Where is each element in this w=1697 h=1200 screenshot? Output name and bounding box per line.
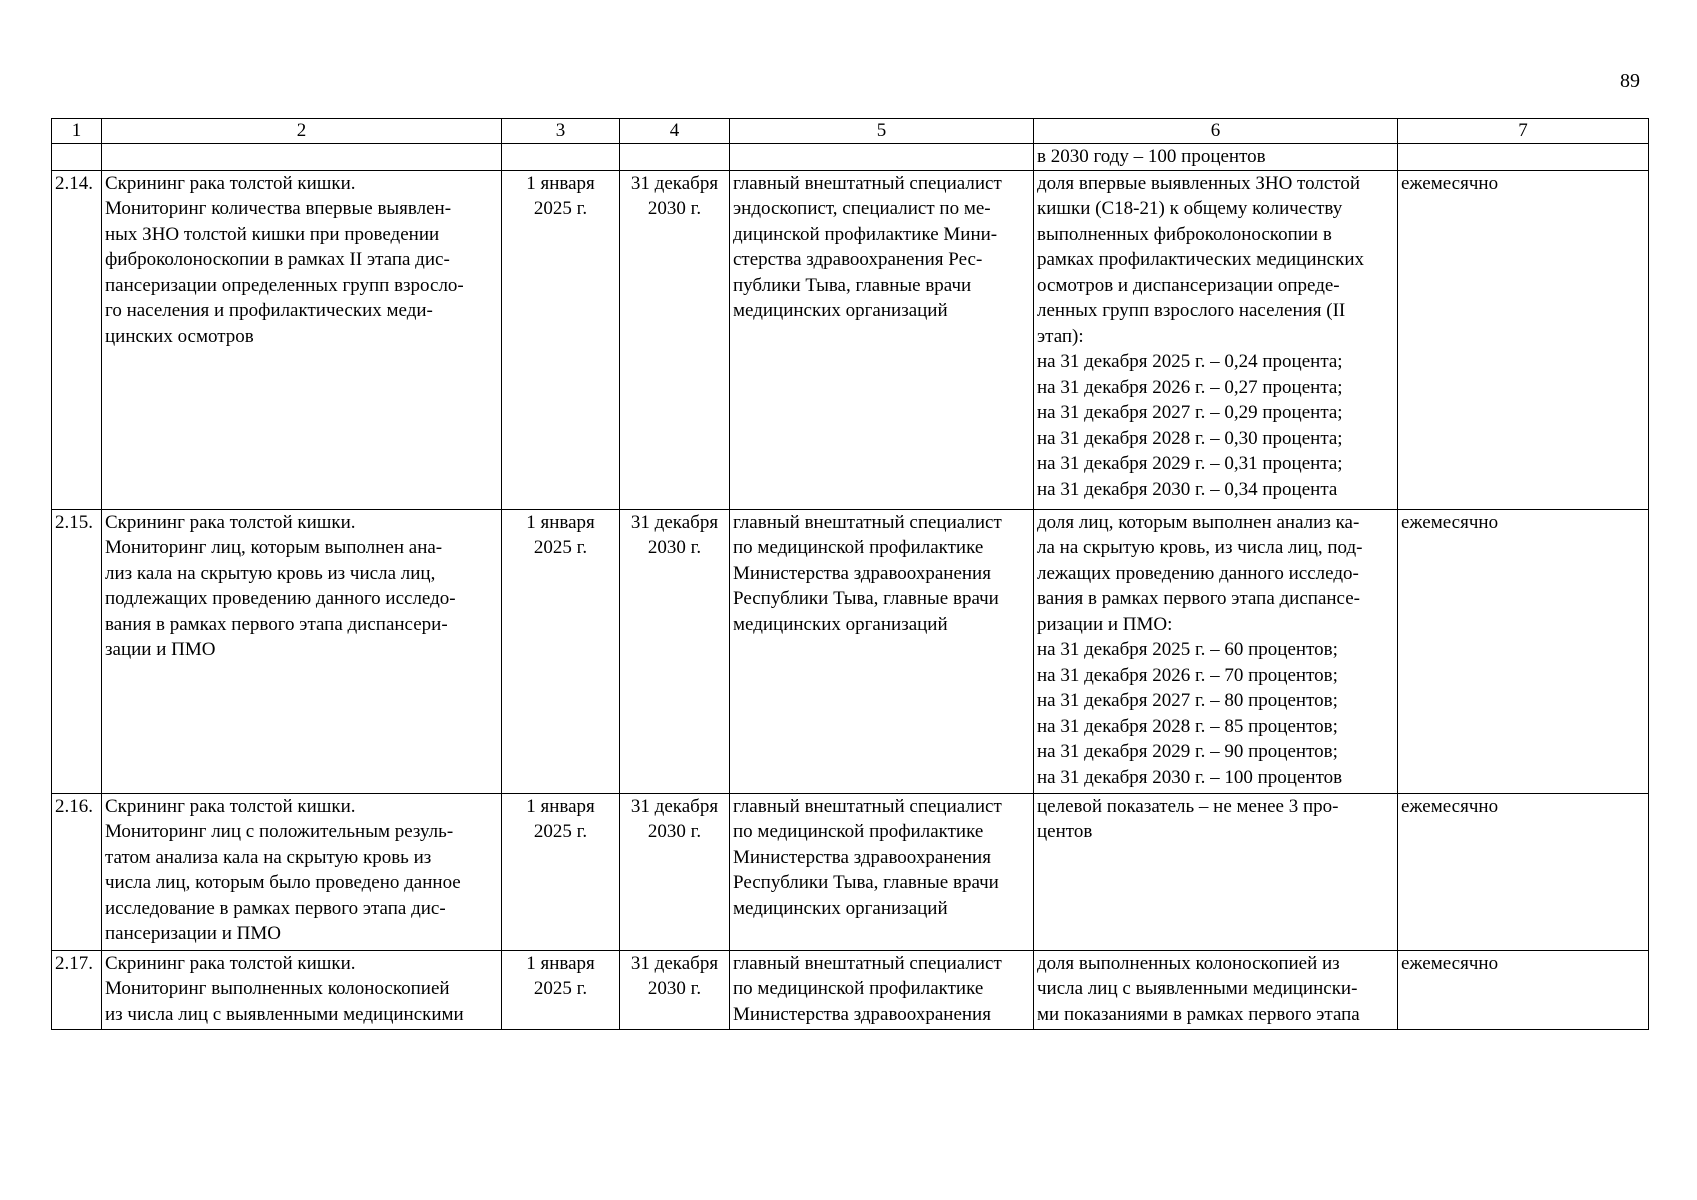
indicator-line: доля впервые выявленных ЗНО толстой [1037, 172, 1360, 194]
end-line: 2030 г. [647, 821, 702, 842]
event-line: ных ЗНО толстой кишки при проведении [105, 223, 440, 245]
indicator-line: кишки (С18-21) к общему количеству [1037, 198, 1343, 219]
responsible-line: Республики Тыва, главные врачи [733, 588, 999, 609]
cell-empty [730, 144, 1034, 171]
start-line: 1 января [526, 952, 595, 974]
frequency: ежемесячно [1398, 170, 1649, 509]
frequency: ежемесячно [1398, 793, 1649, 950]
responsible [730, 509, 1034, 793]
indicator-line: числа лиц с выявленными медицински- [1037, 978, 1358, 999]
indicator-line: доля выполненных колоноскопией из [1037, 952, 1340, 974]
start-date [502, 950, 620, 1029]
header-col-7: 7 [1398, 119, 1649, 144]
event-line: из числа лиц с выявленными медицинскими [105, 1003, 464, 1025]
event-line: Мониторинг выполненных колоноскопией [105, 978, 450, 999]
event-line: Скрининг рака толстой кишки. [105, 511, 356, 533]
indicator [1034, 950, 1398, 1029]
plan-table [51, 118, 1649, 1030]
responsible-line: главный внештатный специалист [733, 511, 1002, 533]
continuation-indicator: в 2030 году – 100 процентов [1034, 144, 1398, 171]
indicator-line: доля лиц, которым выполнен анализ ка- [1037, 511, 1360, 533]
cell-empty [502, 144, 620, 171]
indicator-line: ленных групп взрослого населения (II [1037, 300, 1346, 321]
indicator-line: рамках профилактических медицинских [1037, 249, 1365, 270]
page-number: 89 [1620, 70, 1640, 92]
indicator-line: на 31 декабря 2025 г. – 60 процентов; [1037, 639, 1338, 660]
end-date [620, 170, 730, 509]
event-line: числа лиц, которым было проведено данное [105, 872, 461, 893]
indicator-line: на 31 декабря 2026 г. – 0,27 процента; [1037, 376, 1343, 398]
event-line: Скрининг рака толстой кишки. [105, 952, 356, 974]
header-col-5: 5 [730, 119, 1034, 144]
indicator-line: на 31 декабря 2028 г. – 0,30 процента; [1037, 427, 1343, 449]
start-line: 2025 г. [533, 821, 588, 842]
responsible [730, 793, 1034, 950]
event-line: Скрининг рака толстой кишки. [105, 795, 356, 817]
responsible-line: медицинских организаций [733, 613, 948, 635]
responsible-line: медицинских организаций [733, 897, 948, 919]
cell-empty [102, 144, 502, 171]
end-line: 31 декабря [630, 172, 719, 194]
event-description [102, 170, 502, 509]
indicator-line: осмотров и диспансеризации опреде- [1037, 274, 1340, 296]
responsible-line: по медицинской профилактике [733, 978, 984, 999]
responsible-line: главный внештатный специалист [733, 795, 1002, 817]
indicator-line: на 31 декабря 2029 г. – 0,31 процента; [1037, 453, 1343, 474]
row-number: 2.15. [52, 509, 102, 793]
frequency: ежемесячно [1398, 950, 1649, 1029]
row-number: 2.14. [52, 170, 102, 509]
responsible-line: стерства здравоохранения Рес- [733, 249, 983, 270]
end-date [620, 950, 730, 1029]
event-line: Мониторинг лиц с положительным резуль- [105, 821, 454, 842]
end-line: 31 декабря [630, 952, 719, 974]
header-col-6: 6 [1034, 119, 1398, 144]
indicator-line: ризации и ПМО: [1037, 613, 1173, 635]
responsible-line: медицинских организаций [733, 300, 948, 321]
table-header [52, 119, 1649, 144]
start-line: 1 января [526, 172, 595, 194]
event-description [102, 509, 502, 793]
end-line: 2030 г. [647, 198, 702, 219]
indicator-line: ми показаниями в рамках первого этапа [1037, 1003, 1360, 1025]
event-description [102, 793, 502, 950]
responsible-line: дицинской профилактике Мини- [733, 223, 998, 245]
responsible [730, 950, 1034, 1029]
responsible-line: Министерства здравоохранения [733, 562, 991, 584]
indicator-line: на 31 декабря 2028 г. – 85 процентов; [1037, 715, 1338, 737]
indicator-line: выполненных фиброколоноскопии в [1037, 223, 1332, 245]
table-row [52, 950, 1649, 1029]
indicator-line: лежащих проведению данного исследо- [1037, 562, 1359, 584]
start-date [502, 509, 620, 793]
event-description [102, 950, 502, 1029]
table-row [52, 509, 1649, 793]
frequency: ежемесячно [1398, 509, 1649, 793]
indicator [1034, 170, 1398, 509]
end-line: 2030 г. [647, 537, 702, 558]
indicator-line: на 31 декабря 2025 г. – 0,24 процента; [1037, 351, 1343, 372]
table-body [52, 144, 1649, 1030]
responsible-line: по медицинской профилактике [733, 821, 984, 842]
indicator [1034, 509, 1398, 793]
indicator-line: вания в рамках первого этапа диспансе- [1037, 588, 1360, 609]
event-line: Мониторинг количества впервые выявлен- [105, 198, 452, 219]
event-line: пансеризации определенных групп взросло- [105, 274, 464, 296]
row-number: 2.17. [52, 950, 102, 1029]
responsible [730, 170, 1034, 509]
event-line: го населения и профилактических меди- [105, 300, 433, 321]
responsible-line: Министерства здравоохранения [733, 846, 991, 868]
indicator-line: на 31 декабря 2026 г. – 70 процентов; [1037, 664, 1338, 686]
event-line: цинских осмотров [105, 325, 254, 347]
indicator-line: на 31 декабря 2029 г. – 90 процентов; [1037, 741, 1338, 762]
end-line: 31 декабря [630, 511, 719, 533]
event-line: фиброколоноскопии в рамках II этапа дис- [105, 249, 450, 270]
indicator-line: на 31 декабря 2030 г. – 100 процентов [1037, 766, 1343, 788]
header-col-4: 4 [620, 119, 730, 144]
cell-empty [1398, 144, 1649, 171]
event-line: пансеризации и ПМО [105, 923, 281, 944]
event-line: лиз кала на скрытую кровь из числа лиц, [105, 562, 436, 584]
table-row [52, 170, 1649, 509]
start-line: 2025 г. [533, 198, 588, 219]
indicator-line: на 31 декабря 2027 г. – 0,29 процента; [1037, 402, 1343, 423]
start-line: 1 января [526, 511, 595, 533]
end-line: 2030 г. [647, 978, 702, 999]
event-line: татом анализа кала на скрытую кровь из [105, 846, 432, 868]
indicator [1034, 793, 1398, 950]
start-line: 2025 г. [533, 537, 588, 558]
indicator-line: центов [1037, 821, 1093, 842]
cell-empty [620, 144, 730, 171]
responsible-line: Министерства здравоохранения [733, 1003, 991, 1025]
responsible-line: публики Тыва, главные врачи [733, 274, 972, 296]
event-line: зации и ПМО [105, 639, 216, 660]
event-line: исследование в рамках первого этапа дис- [105, 897, 446, 919]
header-row [52, 119, 1649, 144]
end-date [620, 509, 730, 793]
end-date [620, 793, 730, 950]
event-line: подлежащих проведению данного исследо- [105, 588, 456, 609]
responsible-line: главный внештатный специалист [733, 952, 1002, 974]
header-col-3: 3 [502, 119, 620, 144]
indicator-line: ла на скрытую кровь, из числа лиц, под- [1037, 537, 1363, 558]
row-number: 2.16. [52, 793, 102, 950]
responsible-line: главный внештатный специалист [733, 172, 1002, 194]
indicator-line: на 31 декабря 2027 г. – 80 процентов; [1037, 690, 1338, 711]
responsible-line: Республики Тыва, главные врачи [733, 872, 999, 893]
indicator-line: целевой показатель – не менее 3 про- [1037, 795, 1339, 817]
start-date [502, 793, 620, 950]
header-col-2: 2 [102, 119, 502, 144]
event-line: Скрининг рака толстой кишки. [105, 172, 356, 194]
indicator-line: на 31 декабря 2030 г. – 0,34 процента [1037, 478, 1338, 500]
continuation-row [52, 144, 1649, 171]
start-line: 1 января [526, 795, 595, 817]
indicator-line: этап): [1037, 325, 1084, 347]
header-col-1: 1 [52, 119, 102, 144]
event-line: Мониторинг лиц, которым выполнен ана- [105, 537, 443, 558]
responsible-line: эндоскопист, специалист по ме- [733, 198, 991, 219]
end-line: 31 декабря [630, 795, 719, 817]
responsible-line: по медицинской профилактике [733, 537, 984, 558]
event-line: вания в рамках первого этапа диспансери- [105, 613, 448, 635]
cell-empty [52, 144, 102, 171]
start-date [502, 170, 620, 509]
start-line: 2025 г. [533, 978, 588, 999]
table-row [52, 793, 1649, 950]
